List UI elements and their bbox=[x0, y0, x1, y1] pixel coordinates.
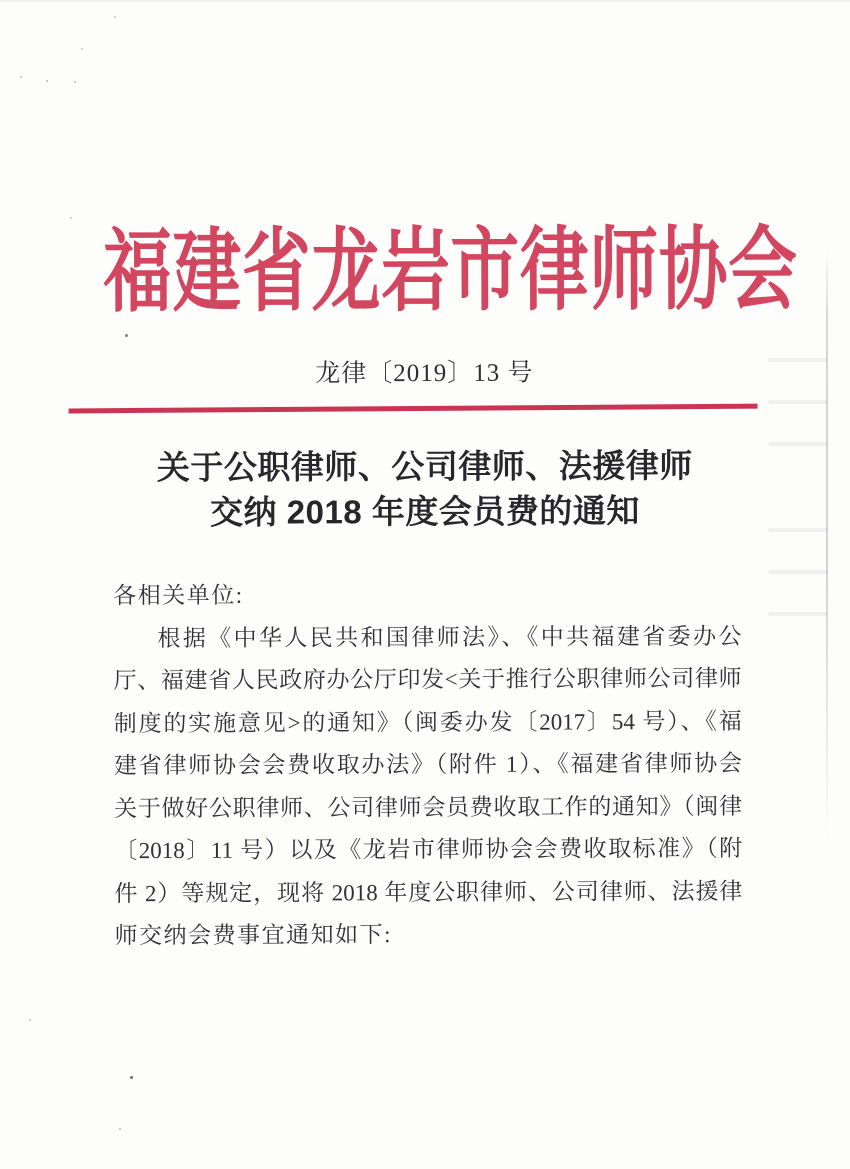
body-line: 师交纳会费事宜通知如下: bbox=[114, 922, 393, 949]
salutation-line: 各相关单位: bbox=[113, 582, 244, 609]
document-body bbox=[113, 573, 742, 958]
document-title bbox=[0, 442, 850, 535]
body-line: 根据《中华人民共和国律师法》、《中共福建省委办公 bbox=[157, 623, 742, 651]
body-line: 厅、福建省人民政府办公厅印发<关于推行公职律师公司律师 bbox=[113, 665, 742, 694]
body-line: 关于做好公职律师、公司律师会员费收取工作的通知》（闽律 bbox=[114, 793, 743, 821]
document-title-line-1: 关于公职律师、公司律师、法援律师 bbox=[156, 446, 693, 487]
body-line: 件 2）等规定，现将 2018 年度公职律师、公司律师、法援律 bbox=[114, 878, 743, 906]
red-header-rule bbox=[69, 404, 758, 414]
document-number: 龙律〔2019〕13 号 bbox=[315, 359, 534, 388]
body-line: 制度的实施意见>的通知》（闽委办发〔2017〕54 号）、《福 bbox=[113, 708, 742, 736]
organization-header-title: 福建省龙岩市律师协会 bbox=[102, 219, 798, 324]
document-title-line-2: 交纳 2018 年度会员费的通知 bbox=[209, 492, 640, 531]
body-line: 〔2018〕11 号）以及《龙岩市律师协会会费收取标准》（附 bbox=[114, 835, 743, 864]
body-line: 建省律师协会会费收取办法》（附件 1）、《福建省律师协会 bbox=[113, 750, 742, 779]
